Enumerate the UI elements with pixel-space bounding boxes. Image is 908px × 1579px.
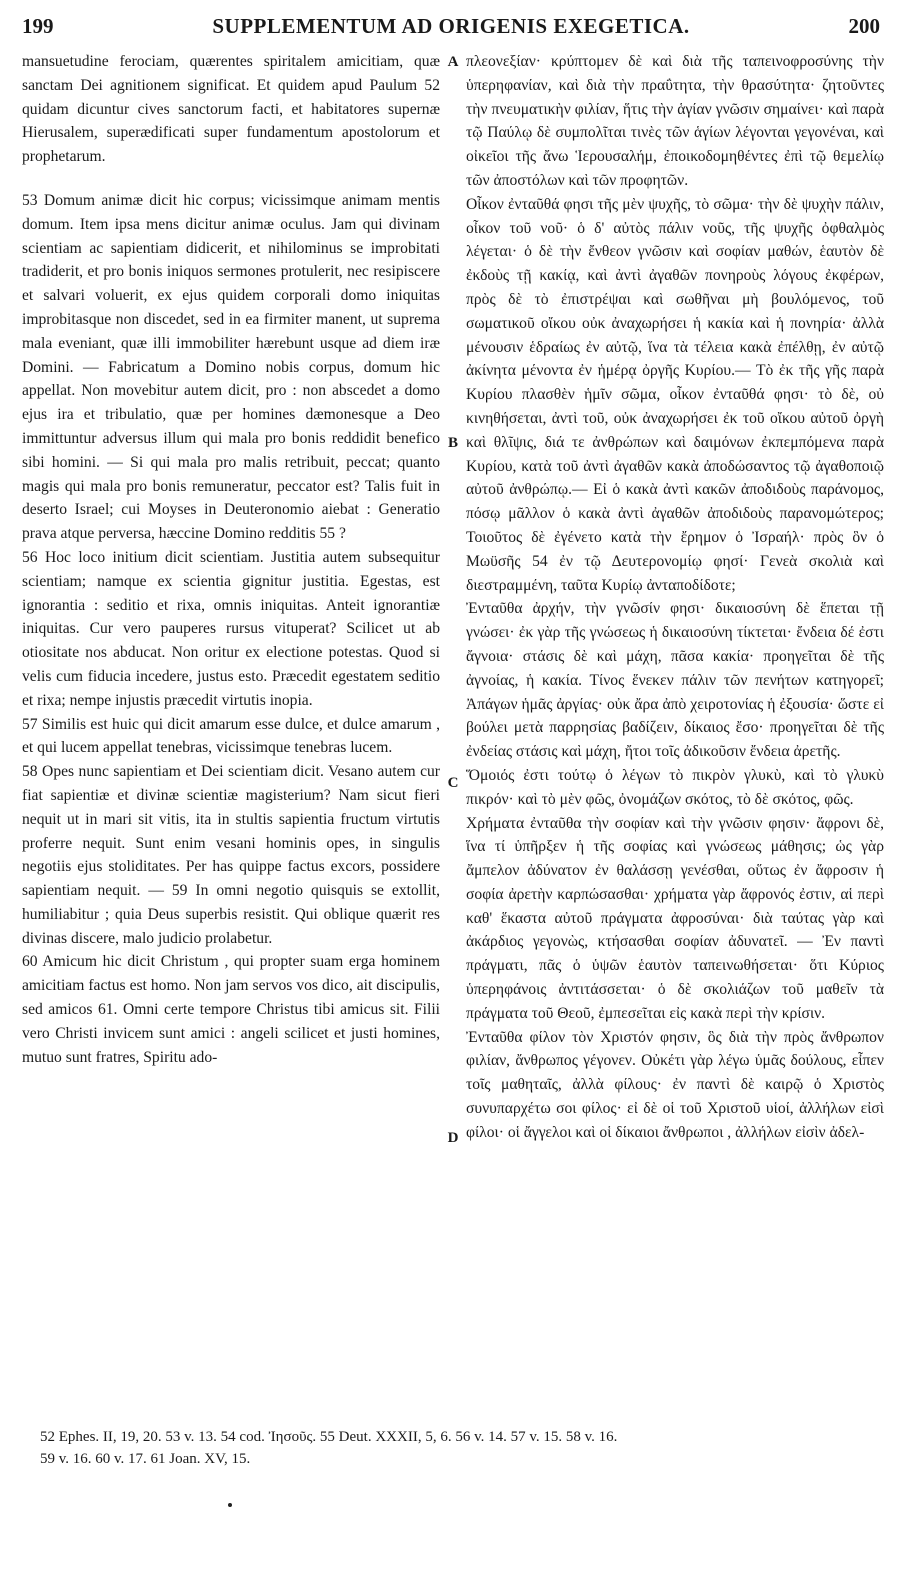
latin-paragraph-4: 57 Similis est huic qui dicit amarum esse dulce, et dulce amarum , et qui lucem appellat tenebras, vicissimque tenebras lucem. — [22, 715, 440, 757]
paragraph-gap — [22, 169, 440, 189]
greek-column — [466, 50, 884, 1145]
footnote-line-2: 59 v. 16. 60 v. 17. 61 Joan. XV, 15. — [40, 1451, 251, 1467]
greek-paragraph-3: Ἐνταῦθα ἀρχήν, τὴν γνῶσίν φησι· δικαιοσύνη δὲ ἕπεται τῇ γνώσει· ἐκ γὰρ τῆς γνώσεως ἡ δικαιοσύνη τίκτεται· ἔνδεια δέ ἐστι ἄγνοια· στάσις δὲ καὶ μάχη, πᾶσα κακία· προηγεῖται δὲ τῆς ἀγνοίας, ἡ κακία. Τίνος ἕνεκεν πάλιν τῶν πενήτων κατηγορεῖ; Ἀπάγων ἡμᾶς ἀργίας· οὐκ ἄρα ἀπὸ χειροτονίας ἡ ἐξουσία· ὥστε εἰ βούλει μετὰ παρρησίας βαδίζειν, δίκαιος ἔσο· προηγεῖται δὲ τῆς ἐνδείας στάσις καὶ μάχη, ἤτοι τοῖς ἀδικοῦσιν ἔνδεια ἀρετῆς. — [466, 600, 884, 761]
latin-paragraph-1: mansuetudine ferociam, quærentes spiritalem amicitiam, quæ sanctam Dei agnitionem significat. Et quidem apud Paulum 52 quidam dicuntur cives sanctorum facti, et habitatores supernæ Hierusalem, superædificati super fundamentum apostolorum et prophetarum. — [22, 53, 440, 166]
greek-paragraph-4: Ὅμοιός ἐστι τούτῳ ὁ λέγων τὸ πικρὸν γλυκὺ, καὶ τὸ γλυκὺ πικρόν· καὶ τὸ μὲν φῶς, ὀνομάζων σκότος, τὸ δὲ σκότος, φῶς. — [466, 766, 884, 808]
page-number-right: 200 — [848, 14, 880, 38]
latin-paragraph-3: 56 Hoc loco initium dicit scientiam. Justitia autem subsequitur scientiam; namque ex scientia gignitur justitia. Egestas, est ignorantia : seditio et rixa, omnis iniquitas. Anteit ignorantiæ iniquitas. Cur vero pauperes rursus vituperat? Scilicet ut ab otiositate nos abducat. Non oritur ex electione potestas. Quod si velis cum fiducia incedere, justus esto. Præcedit egestatem seditio et rixa; nempe injustis præcedit virtutis inopia. — [22, 548, 440, 709]
latin-paragraph-2: 53 Domum animæ dicit hic corpus; vicissimque animam mentis domum. Item ipsa mens dicitur animæ oculus. Jam qui divinam scientiam ac sapientiam didicerit, et nihilominus se improbitati tradiderit, et pro bonis iniquos sermones protulerit, nec resipiscere et salvari voluerit, ex ejus quidem corporali domo iniquitas improbitasque non discedet, sed in ea firmiter manent, ut suprema mala eveniant, quæ illi immobiliter hærebunt usque ad diem iræ Domini. — Fabricatum a Domino nobis corpus, domum hic appellat. Non movebitur autem dicit, pro : non abscedet a domo ejus ira et tribulatio, quæ per homines dæmonesque a Deo immittuntur adversus illum qui mala pro bonis reddidit benefico sibi homini. — Si qui mala pro malis retribuit, peccat; quanto magis qui mala pro bonis remuneratur, peccator est? Talis fuit in deserto Israel; cui Moyses in Deuteronomio aiebat : Generatio prava atque perversa, hæccine Domino redditis 55 ? — [22, 191, 440, 543]
latin-paragraph-6: 60 Amicum hic dicit Christum , qui propter suam erga hominem amicitiam factus est homo. Non jam servos vos dico, ait discipulis, sed amicos 61. Omni certe tempore Christus tibi amicus sit. Filii vero Christi invicem sunt amici : angeli scilicet et justi homines, mutuo sunt fratres, Spiritu ado- — [22, 953, 440, 1066]
margin-marker-a: A — [447, 54, 459, 70]
footnote-line-1: 52 Ephes. II, 19, 20. 53 v. 13. 54 cod. Ἰησοῦς. 55 Deut. XXXII, 5, 6. 56 v. 14. 57 v. 15. 58 v. 16. — [40, 1429, 618, 1445]
greek-paragraph-5: Χρήματα ἐνταῦθα τὴν σοφίαν καὶ τὴν γνῶσιν φησιν· ἄφρονι δὲ, ἵνα τί ὑπῆρξεν ἡ τῆς σοφίας καὶ γνώσεως μάθησις; ὡς γὰρ ἄμπελον ἀδύνατον ἐν θαλάσσῃ γενέσθαι, οὕτως ἐν ἄφροσιν ἡ σοφία ἀρετὴν καρπώσασθαι· χρήματα γὰρ ἄφρονός ἐστιν, αἱ περὶ καθ' ἕκαστα αὐτοῦ πράγματα ἀφροσύναι· διὰ ταύτας γὰρ καὶ ἀκάρδιος γεγονὼς, κτήσασθαι σοφίαν ἀδυνατεῖ. — Ἐν παντὶ πράγματι, πᾶς ὁ ὑψῶν ἑαυτὸν ταπεινωθήσεται· ὅτι Κύριος ὑπερηφάνοις ἀντιτάσσεται· ὁ δὲ σκολιάζων τοῦ μαθεῖν τὰ πράγματα τοῦ Θεοῦ, ἐμπεσεῖται εἰς κακὰ περὶ τὴν κρίσιν. — [466, 814, 884, 1022]
greek-paragraph-1: πλεονεξίαν· κρύπτομεν δὲ καὶ διὰ τῆς ταπεινοφροσύνης τὴν ὑπερηφανίαν, καὶ διὰ τὴν πραΰτητα, τὴν θρασύτητα· ζητοῦντες τὴν πνευματικὴν φιλίαν, ἥτις τὴν ἁγίαν γνῶσιν σημαίνει· καὶ παρὰ τῷ Παύλῳ δὲ συμπολῖται τινὲς τῶν ἁγίων λέγονται γεγονέναι, καὶ οἰκεῖοι τῆς ἄνω Ἱερουσαλήμ, ἐποικοδομηθέντες ἐπὶ τῷ θεμελίῳ τῶν ἀποστόλων καὶ τῶν προφητῶν. — [466, 53, 884, 189]
latin-column — [22, 50, 440, 1069]
page-number-left: 199 — [22, 14, 54, 38]
greek-paragraph-2: Οἶκον ἐνταῦθά φησι τῆς μὲν ψυχῆς, τὸ σῶμα· τὴν δὲ ψυχὴν πάλιν, οἶκον τοῦ νοῦ· ὁ δ' αὐτὸς πάλιν νοῦς, τῆς ψυχῆς ὀφθαλμὸς λέγεται· ὁ δὲ τὴν ἔνθεον γνῶσιν καὶ σοφίαν μαθών, ἑαυτὸν δὲ ἐκδοὺς τῇ κακίᾳ, καὶ ἀντὶ ἀγαθῶν πονηροὺς λόγους ἐκφέρων, πρὸς δὲ τὸ ἐπιστρέψαι καὶ σωθῆναι μὴ βουλόμενος, τοῦ σωματικοῦ οἴκου οὐκ ἀναχωρήσει ἡ κακία καὶ ἡ πονηρία· ἀλλὰ μένουσιν ἑδραίως ἐν αὐτῷ, ἵνα τὰ τέλεια κακὰ ἐπέλθῃ, ἐν αὐτῷ ἀκίνητα μένοντα ἐν ἡμέρᾳ ὀργῆς Κυρίου.— Τὸ ἐκ τῆς γῆς παρὰ Κυρίου πλασθὲν ἡμῖν σῶμα, οἶκον ἐνταῦθά φησι· τὸ δὲ, οὐ κινηθήσεται, ἀντὶ τοῦ, οὐκ ἀναχωρήσει ἐκ τοῦ οἴκου αὐτοῦ ὀργὴ καὶ θλῖψις, διά τε ἀνθρώπων καὶ δαιμόνων ἐκπεμπόμενα παρὰ Κυρίου, κατὰ τοῦ ἀντὶ ἀγαθῶν κακὰ ἀποδώσαντος τῷ ἀγαθοποιῷ αὐτοῦ ἀνθρώπῳ.— Εἰ ὁ κακὰ ἀντὶ κακῶν ἀποδιδοὺς παράνομος, πόσῳ μᾶλλον ὁ κακὰ ἀντὶ ἀγαθῶν ἀποδιδοὺς παρανομώτερος; Τοιοῦτος δὲ ἐγένετο κατὰ τὴν ἔρημον ὁ Ἰσραήλ· πρὸς ὃν ὁ Μωϋσῆς 54 ἐν τῷ Δευτερονομίῳ φησί· Γενεὰ σκολιὰ καὶ διεστραμμένη, ταῦτα Κυρίῳ ἀνταποδίδοτε; — [466, 195, 884, 594]
page-header — [22, 14, 880, 48]
footnotes — [40, 1426, 880, 1470]
greek-paragraph-6: Ἐνταῦθα φίλον τὸν Χριστόν φησιν, ὃς διὰ τὴν πρὸς ἄνθρωπον φιλίαν, ἄνθρωπος γέγονεν. Οὐκέτι γὰρ λέγω ὑμᾶς δούλους, εἶπεν τοῖς μαθηταῖς, ἀλλὰ φίλους· ἐν παντὶ δὲ καιρῷ ὁ Χριστὸς συνυπαρχέτω σοι φίλος· εἰ δὲ οἱ τοῦ Χριστοῦ υἱοί, ἀλλήλων εἰσὶ φίλοι· οἱ ἄγγελοι καὶ οἱ δίκαιοι ἄνθρωποι , ἀλλήλων εἰσὶν ἀδελ- — [466, 1028, 884, 1141]
margin-marker-c: C — [447, 775, 459, 791]
margin-marker-b: B — [447, 435, 458, 451]
margin-marker-d: D — [447, 1130, 459, 1146]
ink-dot — [228, 1503, 232, 1507]
latin-paragraph-5: 58 Opes nunc sapientiam et Dei scientiam dicit. Vesano autem cur fiat sapientiæ et divinæ scientiæ magisterium? Nam sicut fieri nequit ut in mari sit vitis, ita in stultis sapientia fructum virtutis proferre nequit. Sunt enim vesani hominis opes, in singulis negotiis ejus stoliditates. Per has quippe factus excors, possidere sapientiam nequit. — 59 In omni negotio quisquis se extollit, humiliabitur ; quia Deus superbis resistit. Qui oblique quærit res divinas discere, malo judicio prolabetur. — [22, 763, 440, 947]
running-title: SUPPLEMENTUM AD ORIGENIS EXEGETICA. — [212, 14, 690, 38]
